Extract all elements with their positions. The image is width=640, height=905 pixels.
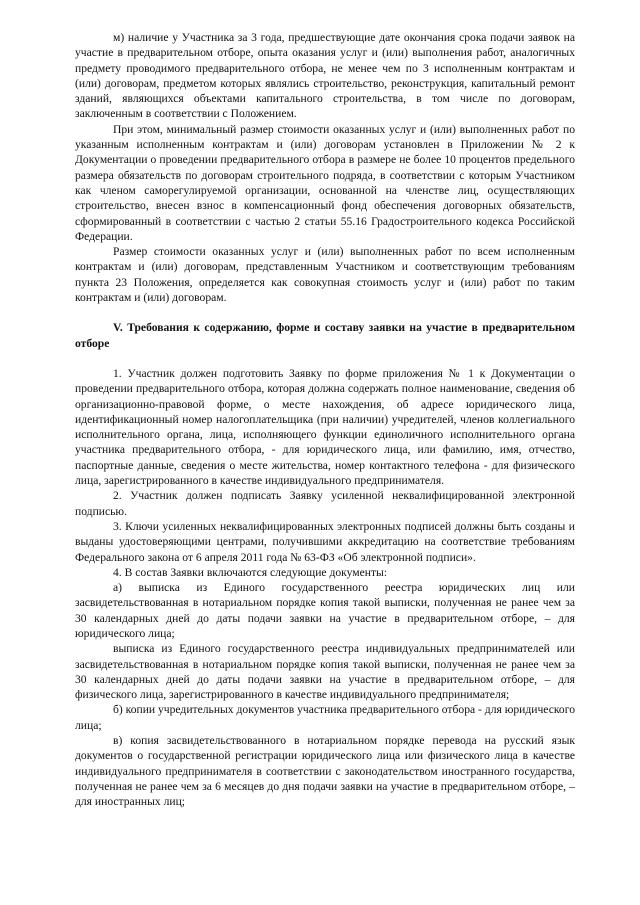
paragraph-item-4a: а) выписка из Единого государственного реестра юридических лиц или засвидетельствованная в нотариальном порядке копия такой выписки, полученная не ранее чем за 30 календарных дней до даты подачи заявки на участие в предварительном отборе, – для юридического лица;: [75, 581, 575, 640]
paragraph-item-4: 4. В состав Заявки включаются следующие документы:: [113, 565, 388, 579]
paragraph-item-4v: в) копия засвидетельствованного в нотариальном порядке перевода на русский язык документов о государственной регистрации юридического лица или физического лица в качестве индивидуального предпринимателя в соответствии с законодательством иностранного государства, полученная не ранее чем за 6 месяцев до дня подачи заявки на участие в предварительном отборе, – для иностранных лиц;: [75, 734, 575, 809]
paragraph-item-4b: б) копии учредительных документов участника предварительного отбора - для юридического лица;: [75, 703, 575, 732]
paragraph-m-experience: м) наличие у Участника за 3 года, предшествующие дате окончания срока подачи заявок на участие в предварительном отборе, опыта оказания услуг и (или) выполнения работ, аналогичных предмету проводимого предварительного отбора, не менее чем по 3 исполненным контрактам и (или) договорам, предметом которых являлись строительство, реконструкция, капитальный ремонт зданий, являющихся объектами капитального строительства, в том числе по договорам, заключенным в соответствии с Положением.: [75, 31, 575, 121]
section-heading: V. Требования к содержанию, форме и составу заявки на участие в предварительном отборе: [75, 321, 575, 350]
spacer: [75, 351, 575, 366]
paragraph-min-cost: При этом, минимальный размер стоимости оказанных услуг и (или) выполненных работ по указанным исполненным контрактам и (или) договорам установлен в Приложении № 2 к Документации о проведении предварительного отбора в размере не более 10 процентов предельного размера обязательств по договорам строительного подряда, в соответствии с которым Участником как членом саморегулируемой организации, основанной на членстве лиц, осуществляющих строительство, внесен взнос в компенсационный фонд обеспечения договорных обязательств, сформированный в соответствии с частью 2 статьи 55.16 Градостроительного кодекса Российской Федерации.: [75, 122, 575, 243]
paragraph-item-1: 1. Участник должен подготовить Заявку по форме приложения № 1 к Документации о проведении предварительного отбора, которая должна содержать полное наименование, сведения об организационно-правовой форме, о месте нахождения, об адресе юридического лица, идентификационный номер налогоплательщика (при наличии) учредителей, членов коллегиального исполнительного органа, лица, исполняющего функции единоличного исполнительного органа участника предварительного отбора, - для юридического лица, или фамилию, имя, отчество, паспортные данные, сведения о месте жительства, номер контактного телефона - для физического лица, зарегистрированного в качестве индивидуального предпринимателя.: [75, 366, 575, 488]
paragraph-item-3: 3. Ключи усиленных неквалифицированных электронных подписей должны быть созданы и выданы удостоверяющими центрами, получившими аккредитацию на соответствие требованиям Федерального закона от 6 апреля 2011 года № 63-ФЗ «Об электронной подписи».: [75, 519, 575, 564]
spacer: [75, 305, 575, 320]
document-page: [75, 30, 575, 810]
paragraph-item-4a-ip: выписка из Единого государственного реестра индивидуальных предпринимателей или засвидетельствованная в нотариальном порядке копия такой выписки, полученная не ранее чем за 30 календарных дней до даты подачи заявки на участие в предварительном отборе, – для физического лица, зарегистрированного в качестве индивидуального предпринимателя;: [75, 642, 575, 702]
paragraph-total-cost: Размер стоимости оказанных услуг и (или) выполненных работ по всем исполненным контрактам и (или) договорам, представленным Участником и соответствующим требованиям пункта 23 Положения, определяется как совокупная стоимость услуг и (или) работ по таким контрактам и (или) договорам.: [75, 245, 575, 305]
paragraph-item-2: 2. Участник должен подписать Заявку усиленной неквалифицированной электронной подписью.: [75, 489, 575, 518]
